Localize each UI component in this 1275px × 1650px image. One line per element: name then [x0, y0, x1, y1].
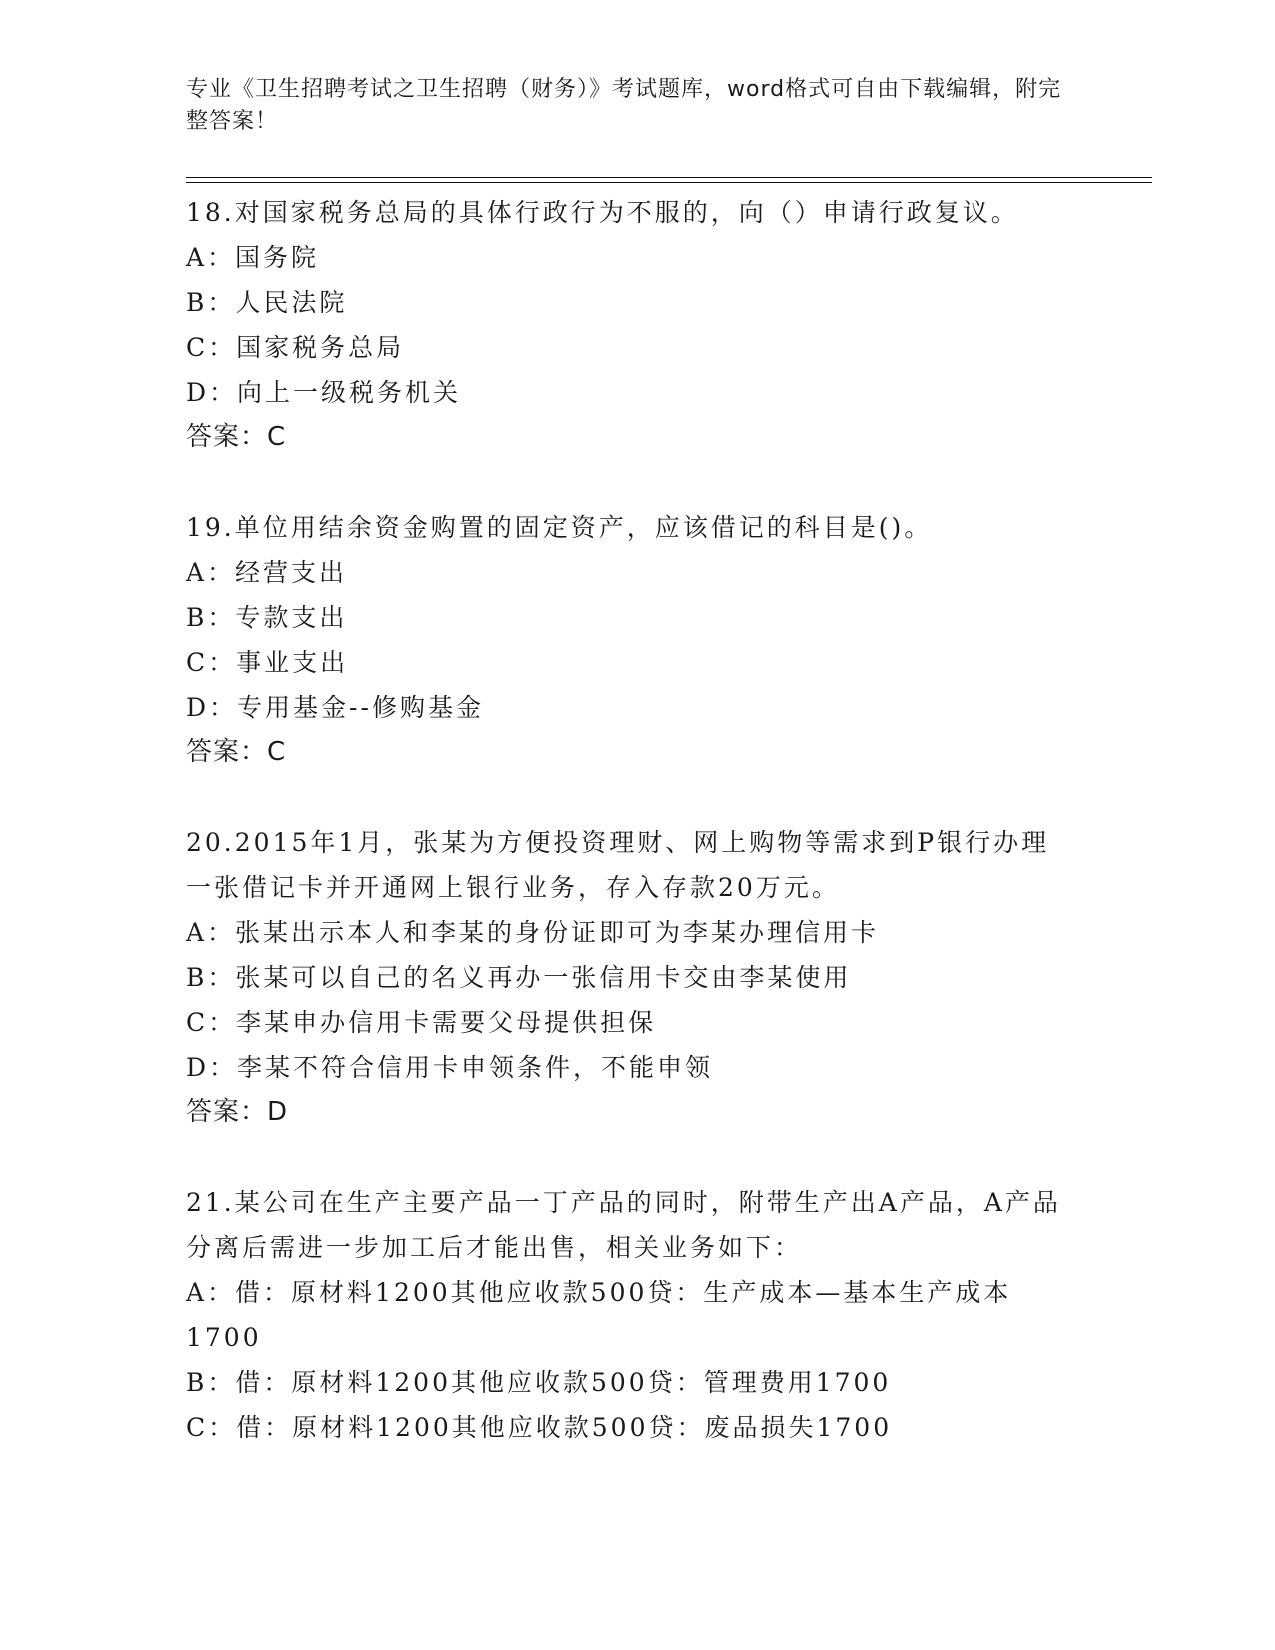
option-b: B：人民法院	[186, 288, 348, 317]
option-a: A：国务院	[186, 243, 320, 272]
question-stem: 20.2015年1月，张某为方便投资理财、网上购物等需求到P银行办理一张借记卡并开通网上银行业务，存入存款20万元。	[186, 828, 1050, 902]
question-18	[186, 190, 1086, 459]
option-c: C：事业支出	[186, 648, 349, 677]
answer-line: 答案：D	[186, 1097, 289, 1127]
option-c: C：李某申办信用卡需要父母提供担保	[186, 1008, 657, 1037]
header-divider-bottom	[186, 182, 1152, 183]
question-21	[186, 1180, 1086, 1450]
question-stem: 18.对国家税务总局的具体行政行为不服的，向（）申请行政复议。	[186, 198, 1019, 227]
answer-line: 答案：C	[186, 422, 287, 452]
answer-line: 答案：C	[186, 737, 287, 767]
option-b: B：专款支出	[186, 603, 348, 632]
question-stem: 19.单位用结余资金购置的固定资产，应该借记的科目是()。	[186, 513, 933, 542]
option-c: C：借：原材料1200其他应收款500贷：废品损失1700	[186, 1413, 893, 1442]
question-stem: 21.某公司在生产主要产品一丁产品的同时，附带生产出A产品，A产品分离后需进一步加工后才能出售，相关业务如下：	[186, 1188, 1061, 1262]
option-a: A：张某出示本人和李某的身份证即可为李某办理信用卡	[186, 918, 880, 947]
option-d: D：向上一级税务机关	[186, 378, 462, 407]
question-list	[186, 190, 1086, 1496]
option-d: D：专用基金--修购基金	[186, 693, 484, 722]
option-b: B：张某可以自己的名义再办一张信用卡交由李某使用	[186, 963, 852, 992]
option-b: B：借：原材料1200其他应收款500贷：管理费用1700	[186, 1368, 892, 1397]
document-header: 专业《卫生招聘考试之卫生招聘（财务）》考试题库，word格式可自由下载编辑，附完整答案！	[186, 77, 1062, 134]
question-19	[186, 505, 1086, 774]
option-a: A：借：原材料1200其他应收款500贷：生产成本—基本生产成本1700	[186, 1278, 1012, 1352]
option-d: D：李某不符合信用卡申领条件，不能申领	[186, 1053, 714, 1082]
question-20	[186, 820, 1086, 1134]
option-a: A：经营支出	[186, 558, 348, 587]
option-c: C：国家税务总局	[186, 333, 405, 362]
header-divider-top	[186, 177, 1152, 178]
